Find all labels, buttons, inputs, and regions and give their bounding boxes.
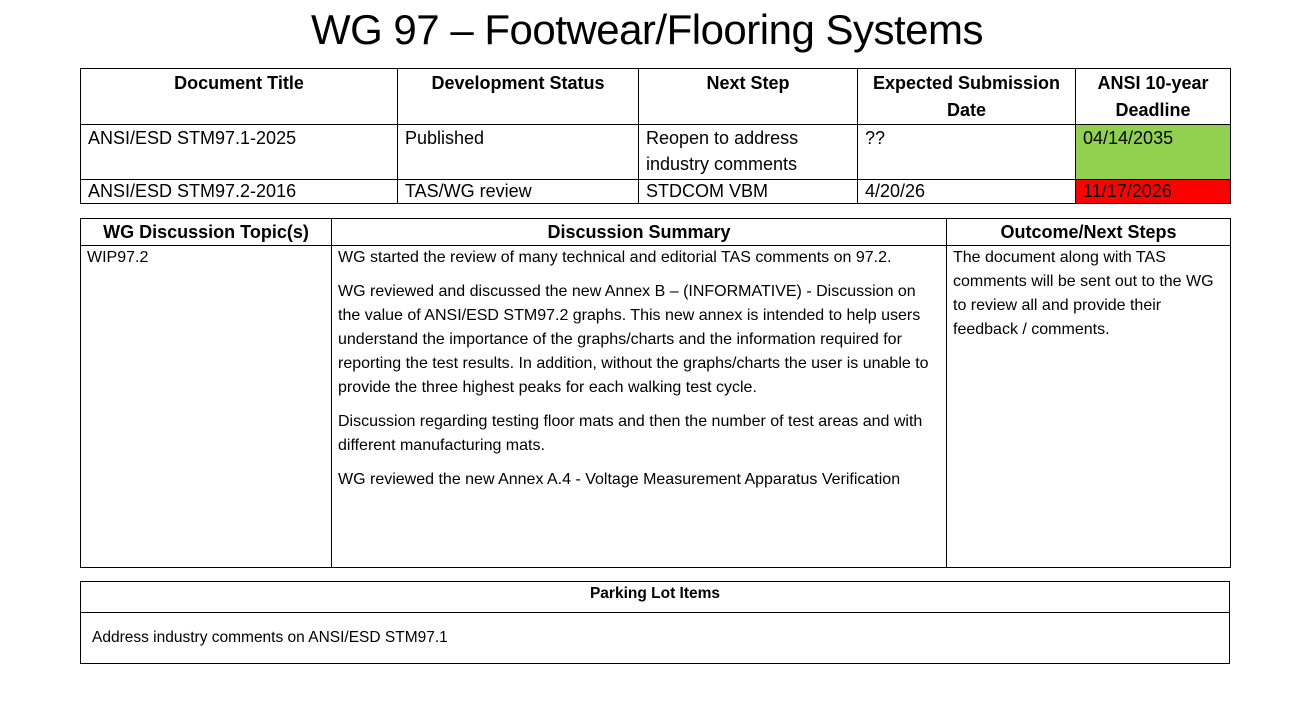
status-cell: TAS/WG review bbox=[398, 180, 639, 204]
submission-date-cell: 4/20/26 bbox=[858, 180, 1076, 204]
table-row bbox=[81, 613, 1230, 664]
header-discussion-topic: WG Discussion Topic(s) bbox=[81, 219, 332, 246]
table-row bbox=[81, 246, 1231, 568]
discussion-table bbox=[80, 218, 1231, 568]
summary-paragraph: WG reviewed and discussed the new Annex B – (INFORMATIVE) - Discussion on the value of ANSI/ESD STM97.2 graphs. This new annex is intended to help users understand the importance of the graphs/charts and the information required for reporting the test results. In addition, without the graphs/charts the user is unable to provide the three highest peaks for each walking test cycle. bbox=[338, 283, 929, 396]
document-title-cell: ANSI/ESD STM97.2-2016 bbox=[81, 180, 398, 204]
table-row bbox=[81, 180, 1231, 204]
status-table-header bbox=[81, 69, 1231, 125]
topic-cell: WIP97.2 bbox=[81, 246, 332, 568]
header-ansi-deadline: ANSI 10-year Deadline bbox=[1076, 69, 1231, 125]
header-document-title: Document Title bbox=[81, 69, 398, 125]
submission-date-cell: ?? bbox=[858, 125, 1076, 180]
status-cell: Published bbox=[398, 125, 639, 180]
status-table bbox=[80, 68, 1231, 204]
header-development-status: Development Status bbox=[398, 69, 639, 125]
summary-paragraph: WG reviewed the new Annex A.4 - Voltage Measurement Apparatus Verification bbox=[338, 471, 901, 488]
parking-lot-table bbox=[80, 581, 1230, 664]
table-row bbox=[81, 125, 1231, 180]
slide-title: WG 97 – Footwear/Flooring Systems bbox=[310, 6, 984, 53]
header-outcome-next-steps: Outcome/Next Steps bbox=[947, 219, 1231, 246]
summary-cell bbox=[332, 246, 947, 568]
deadline-cell: 11/17/2026 bbox=[1076, 180, 1231, 204]
parking-lot-header: Parking Lot Items bbox=[81, 582, 1230, 613]
summary-paragraph: WG started the review of many technical and editorial TAS comments on 97.2. bbox=[338, 249, 892, 266]
header-expected-submission-date: Expected Submission Date bbox=[858, 69, 1076, 125]
header-next-step: Next Step bbox=[639, 69, 858, 125]
header-discussion-summary: Discussion Summary bbox=[332, 219, 947, 246]
next-step-cell: STDCOM VBM bbox=[639, 180, 858, 204]
summary-paragraph: Discussion regarding testing floor mats and then the number of test areas and with different manufacturing mats. bbox=[338, 413, 923, 454]
parking-lot-item: Address industry comments on ANSI/ESD STM97.1 bbox=[81, 613, 1230, 664]
deadline-cell: 04/14/2035 bbox=[1076, 125, 1231, 180]
discussion-table-header bbox=[81, 219, 1231, 246]
next-step-cell: Reopen to address industry comments bbox=[639, 125, 858, 180]
document-title-cell: ANSI/ESD STM97.1-2025 bbox=[81, 125, 398, 180]
outcome-cell: The document along with TAS comments will be sent out to the WG to review all and provide their feedback / comments. bbox=[947, 246, 1231, 568]
